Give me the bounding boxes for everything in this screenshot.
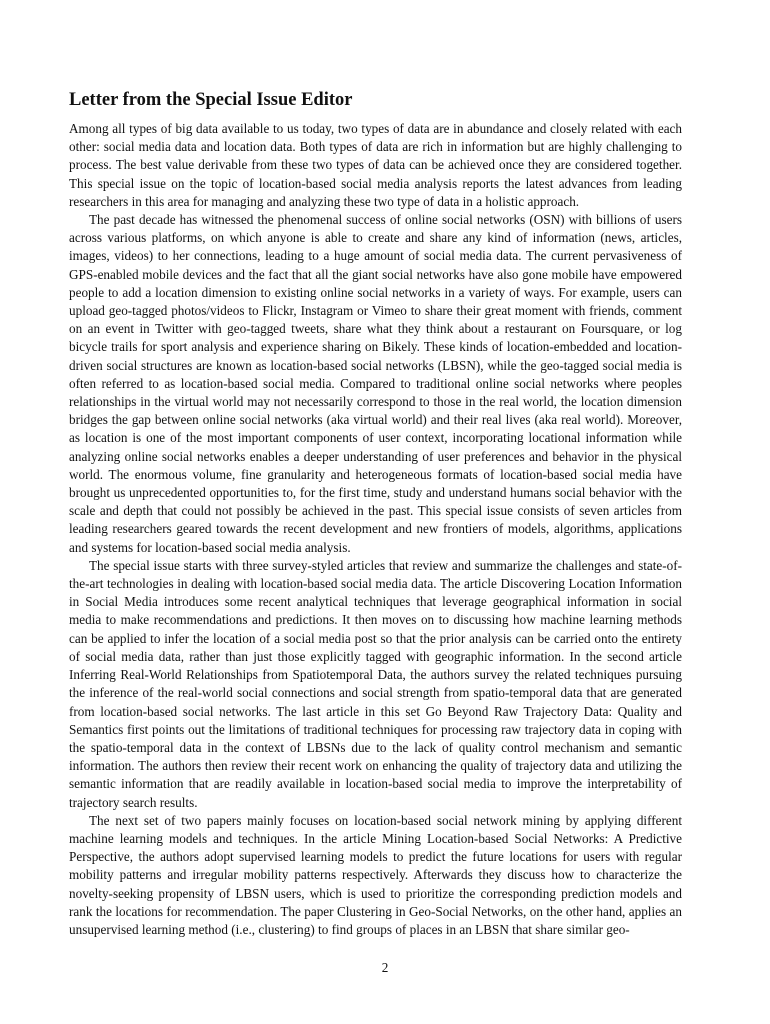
paper-page xyxy=(69,88,682,939)
paragraph-surveys: The special issue starts with three survey-styled articles that review and summarize the challenges and state-of-the-art technologies in dealing with location-based social media data. The article Discovering Location Information in Social Media introduces some recent analytical techniques that leverage geographical information in social media to make recommendations and predictions. It then moves on to discussing how machine learning methods can be applied to infer the location of a social media post so that the prior analysis can be carried onto the entirety of social media data, rather than just those explicitly tagged with geographic information. In the second article Inferring Real-World Relationships from Spatiotemporal Data, the authors survey the related techniques pursuing the inference of the real-world social connections and social strength from spatio-temporal data that are generated from location-based social networks. The last article in this set Go Beyond Raw Trajectory Data: Quality and Semantics first points out the limitations of traditional techniques for processing raw trajectory data in coping with the spatio-temporal data in the context of LBSNs due to the lack of quality control mechanism and semantic information. The authors then review their recent work on enhancing the quality of trajectory data and utilizing the semantic information that are readily available in location-based social media to improve the interpretability of trajectory search results. xyxy=(69,557,682,810)
paragraph-intro: Among all types of big data available to us today, two types of data are in abundance and closely related with each other: social media data and location data. Both types of data are rich in information but are highly challenging to process. The best value derivable from these two types of data can be achieved once they are considered together. This special issue on the topic of location-based social media analysis reports the latest advances from leading researchers in this area for managing and analyzing these two type of data in a holistic approach. xyxy=(69,121,682,209)
section-heading: Letter from the Special Issue Editor xyxy=(69,90,353,110)
page-number: 2 xyxy=(381,960,389,975)
paragraph-osn: The past decade has witnessed the phenomenal success of online social networks (OSN) with billions of users across various platforms, on which anyone is able to create and share any kind of information (news, articles, images, videos) to her connections, leading to a huge amount of social media data. The current pervasiveness of GPS-enabled mobile devices and the fact that all the giant social networks have also gone mobile have empowered people to add a location dimension to existing online social networks in a variety of ways. For example, users can upload geo-tagged photos/videos to Flickr, Instagram or Vimeo to share their great moment with friends, comment on an event in Twitter with geo-tagged tweets, share what they think about a restaurant on Foursquare, or log bicycle trails for sport analysis and experience sharing on Bikely. These kinds of location-embedded and location-driven social structures are known as location-based social networks (LBSN), while the geo-tagged social media is often referred to as location-based social media. Compared to traditional online social networks where peoples relationships in the virtual world may not necessarily correspond to those in the real world, the location dimension bridges the gap between online social networks (aka virtual world) and their real lives (aka real world). Moreover, as location is one of the most important components of user context, incorporating locational information while analyzing online social networks enables a deeper understanding of user preferences and behavior in the physical world. The enormous volume, fine granularity and heterogeneous formats of location-based social media have brought us unprecedented opportunities to, for the first time, study and understand humans social behavior with the scale and depth that could not possibly be achieved in the past. This special issue consists of seven articles from leading researchers geared towards the recent development and new frontiers of models, algorithms, applications and systems for location-based social media analysis. xyxy=(69,212,682,555)
paragraph-mining: The next set of two papers mainly focuses on location-based social network mining by applying different machine learning models and techniques. In the article Mining Location-based Social Networks: A Predictive Perspective, the authors adopt supervised learning models to predict the future locations for users with regular mobility patterns and irregular mobility patterns respectively. Afterwards they discuss how to characterize the novelty-seeking propensity of LBSN users, which is used to prioritize the corresponding prediction models and rank the locations for recommendation. The paper Clustering in Geo-Social Networks, on the other hand, applies an unsupervised learning method (i.e., clustering) to find groups of places in an LBSN that share similar geo- xyxy=(69,812,682,937)
